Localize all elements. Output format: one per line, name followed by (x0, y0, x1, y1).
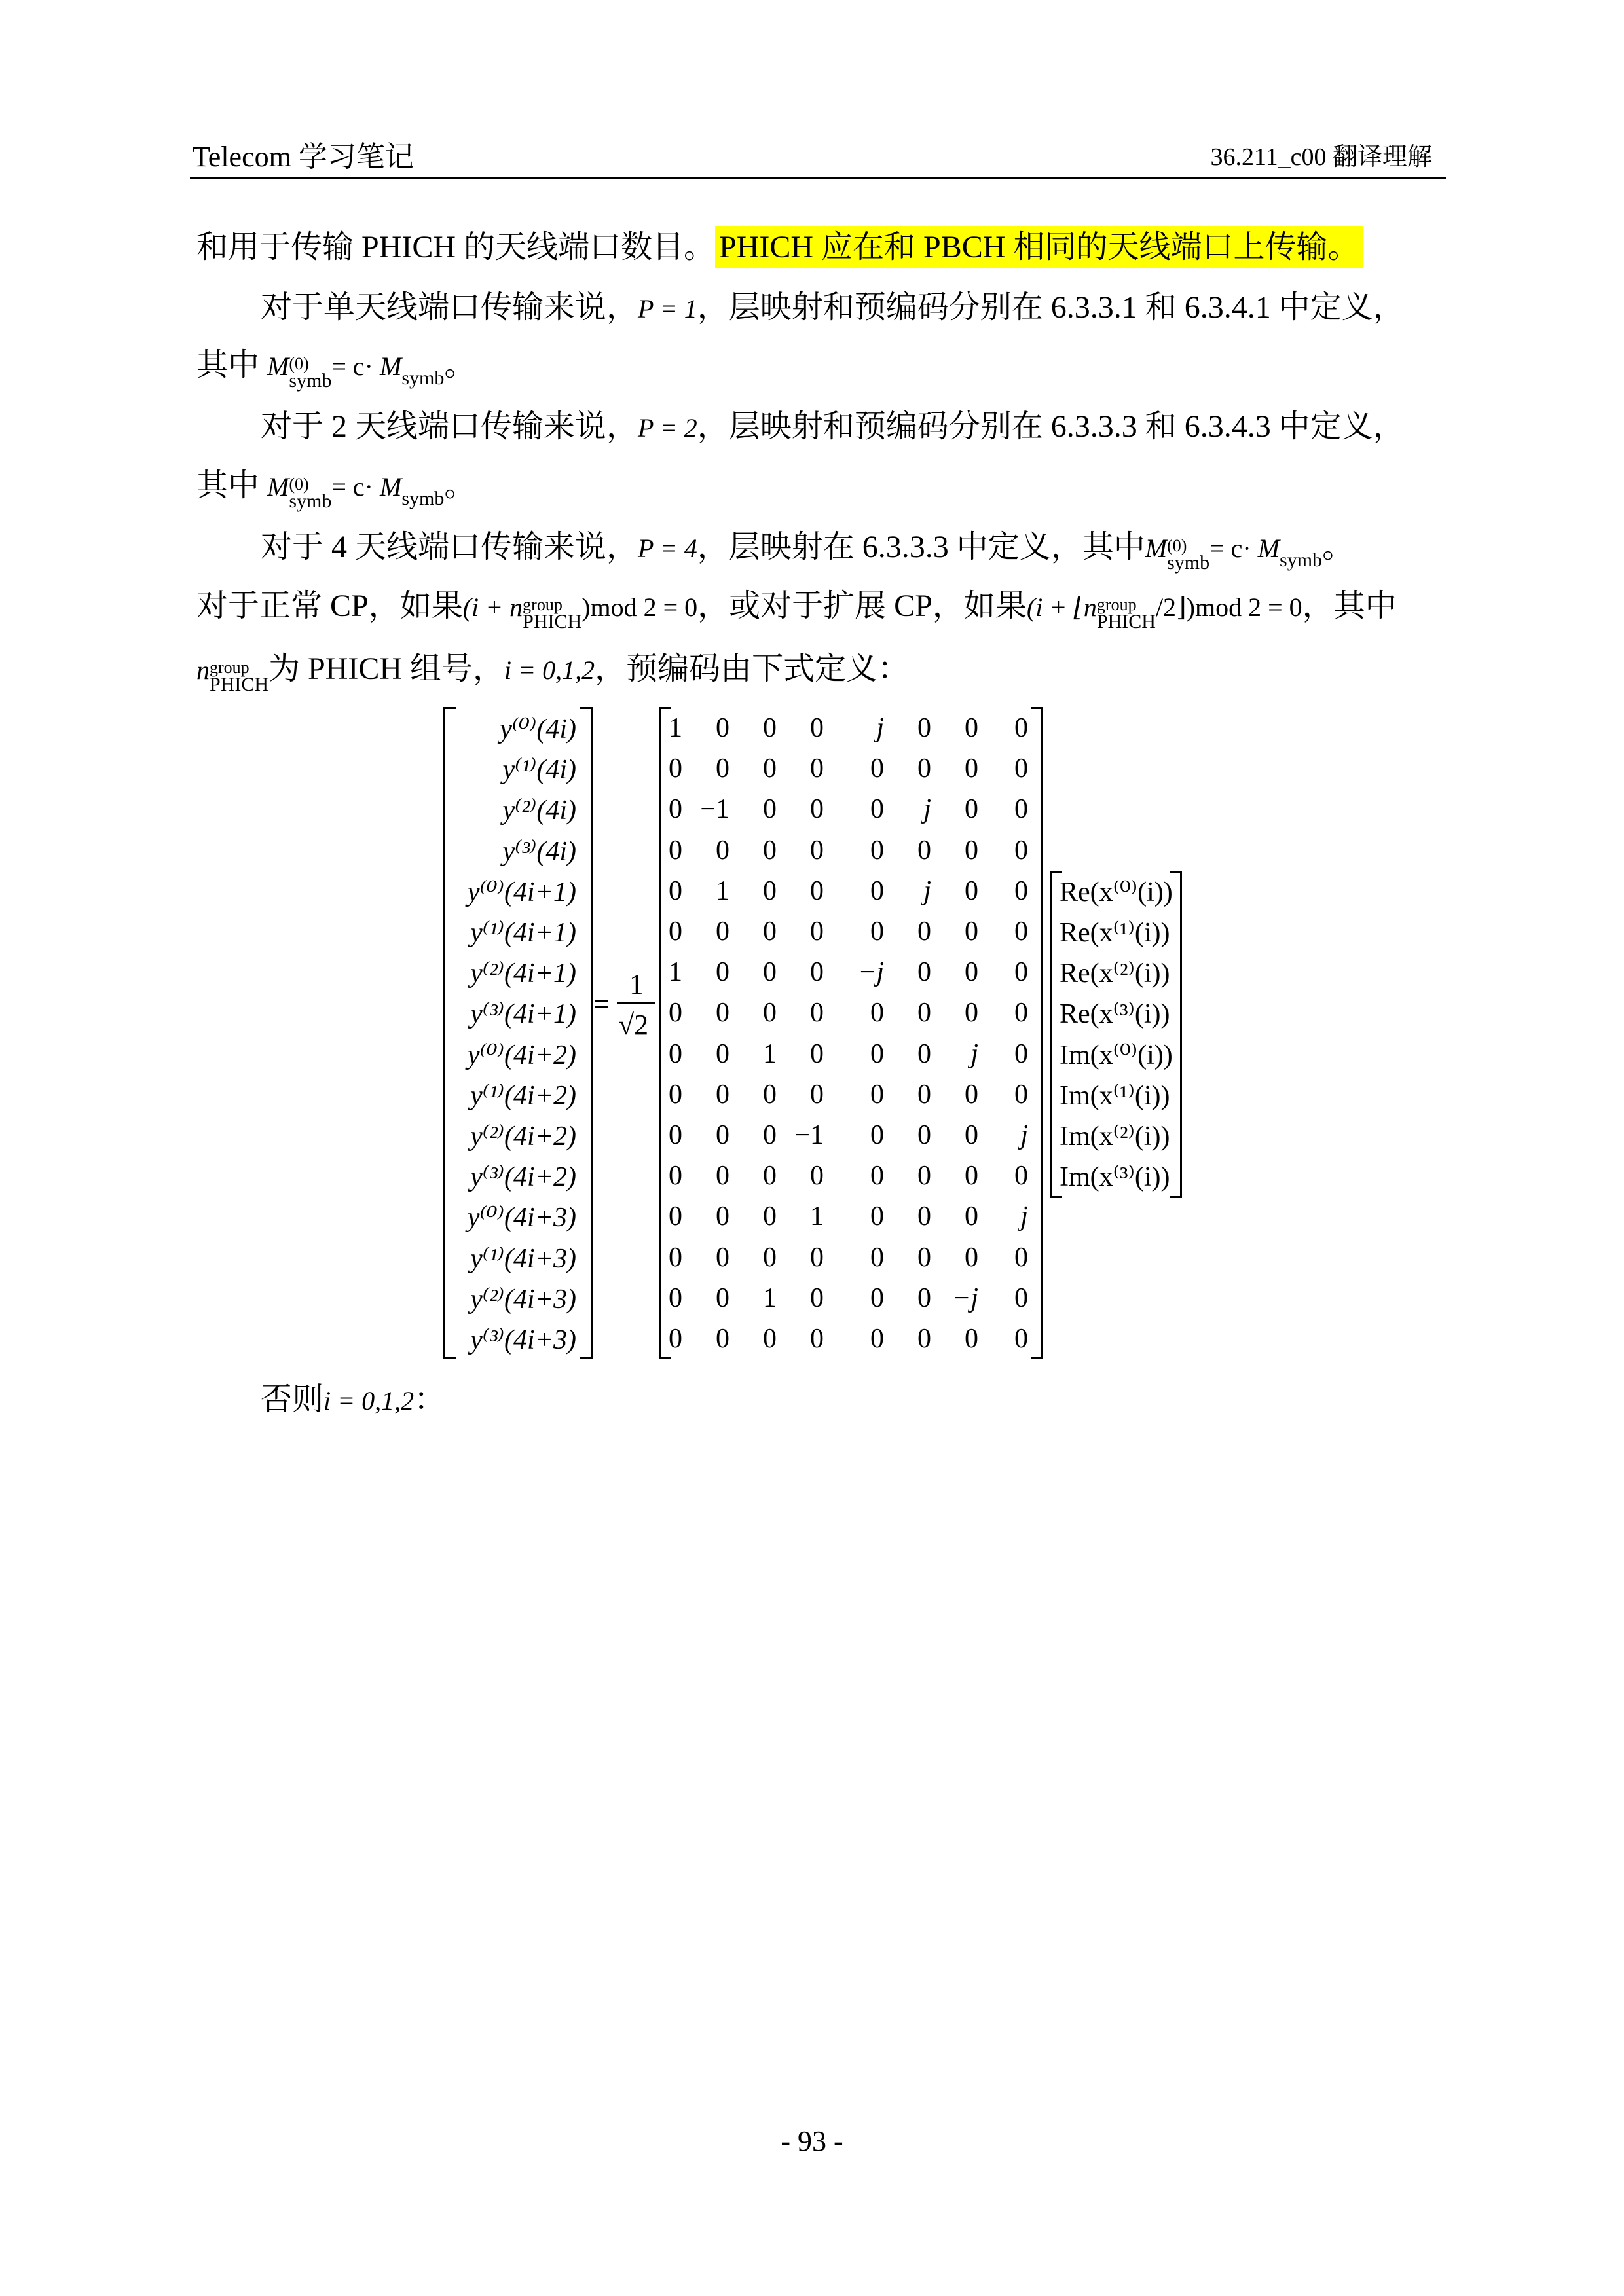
lhs-entry: y⁽²⁾(4i) (502, 795, 576, 826)
matrix-entry: −1 (794, 1120, 824, 1150)
otherwise-prefix: 否则 (261, 1382, 324, 1417)
matrix-entry: 0 (870, 1120, 884, 1150)
matrix-entry: 0 (669, 875, 682, 906)
matrix-entry: 0 (716, 754, 729, 784)
fraction-numerator: 1 (629, 968, 644, 1000)
matrix-entry: 0 (716, 917, 729, 947)
matrix-entry: 0 (870, 794, 884, 825)
matrix-entry: 0 (1014, 835, 1028, 866)
matrix-entry: 0 (810, 917, 824, 947)
matrix-entry: 0 (870, 835, 884, 866)
p-equals-1: P = 1 (638, 294, 697, 323)
matrix-entry: 0 (810, 998, 824, 1029)
lhs-entry: y⁽¹⁾(4i+1) (470, 918, 576, 948)
lhs-entry: y⁽³⁾(4i) (502, 836, 576, 867)
extended-cp-condition: (i + ⌊n group PHICH /2⌋)mod 2 = 0 (1026, 592, 1302, 632)
lhs-entry: y⁽⁰⁾(4i+1) (467, 877, 576, 907)
otherwise-i-range: i = 0,1,2 (323, 1386, 415, 1415)
matrix-entry: 0 (716, 1120, 729, 1150)
lhs-entry: y⁽⁰⁾(4i) (500, 714, 576, 744)
matrix-entry: 0 (917, 1038, 931, 1069)
matrix-entry: j (1020, 1201, 1028, 1232)
matrix-entry: 1 (763, 1038, 777, 1069)
matrix-entry: j (876, 713, 884, 743)
matrix-entry: 0 (669, 1324, 682, 1354)
paragraph-line-8 (196, 649, 1441, 693)
matrix-entry: 0 (1014, 917, 1028, 947)
matrix-entry: 0 (716, 1079, 729, 1110)
matrix-entry: −j (857, 957, 884, 988)
matrix-entry: 0 (669, 1201, 682, 1232)
matrix-entry: 0 (1014, 957, 1028, 988)
matrix-entry: 0 (917, 917, 931, 947)
rhs-entry: Im(x⁽²⁾(i)) (1060, 1121, 1170, 1152)
matrix-entry: 0 (1014, 1324, 1028, 1354)
matrix-entry: 0 (669, 1038, 682, 1069)
m-symb-formula-3: M (0) symb = $c\cdot M_{symb}$ (1145, 534, 1323, 574)
matrix-entry: 0 (1014, 1161, 1028, 1192)
lhs-entry: y⁽⁰⁾(4i+3) (467, 1203, 576, 1233)
matrix-entry: 0 (810, 1283, 824, 1313)
rhs-entry: Re(x⁽⁰⁾(i)) (1060, 877, 1173, 907)
line4-suffix: ，层映射和预编码分别在 6.3.3.3 和 6.3.4.3 中定义， (697, 409, 1405, 444)
matrix-entry: 0 (716, 1324, 729, 1354)
matrix-entry: 0 (870, 875, 884, 906)
matrix-entry: 0 (810, 754, 824, 784)
matrix-entry: 0 (870, 1079, 884, 1110)
matrix-entry: 0 (716, 1201, 729, 1232)
matrix-entry: 0 (763, 917, 777, 947)
matrix-entry: 0 (716, 835, 729, 866)
matrix-entry: 0 (716, 1283, 729, 1313)
matrix-entry: 0 (965, 1242, 978, 1273)
rhs-entry: Im(x⁽⁰⁾(i)) (1060, 1040, 1173, 1070)
lhs-entry: y⁽¹⁾(4i) (502, 755, 576, 786)
matrix-entry: 0 (810, 957, 824, 988)
matrix-entry: 0 (716, 1242, 729, 1273)
matrix-entry: 0 (870, 1161, 884, 1192)
matrix-entry: j (1020, 1120, 1028, 1150)
matrix-entry: 0 (763, 998, 777, 1029)
matrix-entry: 0 (1014, 875, 1028, 906)
matrix-entry: 0 (810, 1038, 824, 1069)
matrix-entry: 0 (763, 1201, 777, 1232)
equals-sign: = (593, 988, 610, 1020)
matrix-entry: 0 (917, 957, 931, 988)
matrix-entry: 0 (965, 713, 978, 743)
line6-end: 。 (1322, 530, 1354, 564)
rhs-entry: Im(x⁽¹⁾(i)) (1060, 1080, 1170, 1111)
paragraph-line-2 (261, 288, 1505, 329)
matrix-entry: 0 (1014, 754, 1028, 784)
matrix-entry: 0 (810, 875, 824, 906)
matrix-entry: 0 (669, 1079, 682, 1110)
matrix-entry: 0 (965, 917, 978, 947)
matrix-entry: 0 (870, 1038, 884, 1069)
matrix-entry: 0 (917, 1161, 931, 1192)
matrix-entry: 0 (917, 1324, 931, 1354)
paragraph-line-4 (261, 407, 1505, 448)
otherwise-line (261, 1380, 1505, 1421)
matrix-entry: 0 (917, 1120, 931, 1150)
matrix-entry: j (923, 875, 931, 906)
matrix-entry: 0 (669, 835, 682, 866)
line8-b: ，预编码由下式定义： (595, 651, 910, 686)
matrix-entry: 0 (870, 1242, 884, 1273)
matrix-entry: 0 (917, 1242, 931, 1273)
matrix-entry: 0 (763, 1120, 777, 1150)
matrix-entry: 0 (810, 713, 824, 743)
page-number: - 93 - (781, 2125, 843, 2157)
matrix-entry: 0 (965, 998, 978, 1029)
header-rule (190, 177, 1446, 179)
matrix-entry: 0 (763, 1324, 777, 1354)
matrix-entry: 0 (669, 794, 682, 825)
rhs-entry: Im(x⁽³⁾(i)) (1060, 1162, 1170, 1193)
matrix-entry: 0 (716, 957, 729, 988)
line7-c: ，其中 (1302, 589, 1397, 623)
otherwise-end: ： (414, 1382, 446, 1417)
matrix-entry: 0 (810, 1161, 824, 1192)
matrix-entry: 0 (965, 754, 978, 784)
line3-prefix: 其中 (196, 348, 260, 382)
matrix-entry: 0 (1014, 998, 1028, 1029)
normal-cp-condition: (i + n group PHICH )mod 2 = 0 (462, 592, 698, 632)
line6-mid: ，层映射在 6.3.3.3 中定义，其中 (697, 530, 1145, 564)
paragraph-line-5 (196, 466, 1441, 519)
matrix-entry: 0 (870, 754, 884, 784)
line2-prefix: 对于单天线端口传输来说， (261, 290, 638, 325)
matrix-entry: 1 (763, 1283, 777, 1313)
matrix-entry: 0 (716, 1161, 729, 1192)
lhs-entry: y⁽³⁾(4i+2) (470, 1162, 576, 1193)
rhs-entry: Re(x⁽²⁾(i)) (1060, 958, 1170, 989)
matrix-entry: 0 (763, 754, 777, 784)
lhs-entry: y⁽⁰⁾(4i+2) (467, 1040, 576, 1070)
matrix-entry: 0 (870, 917, 884, 947)
lhs-entry: y⁽²⁾(4i+1) (470, 958, 576, 989)
rhs-left-bracket (1050, 871, 1062, 1198)
paragraph-line-1 (196, 228, 1441, 267)
matrix-entry: 0 (810, 1242, 824, 1273)
line8-a: 为 PHICH 组号， (268, 651, 505, 686)
lhs-entry: y⁽³⁾(4i+1) (470, 999, 576, 1030)
m-symb-formula-1: M (0) symb = $c\cdot M_{symb}$ (267, 352, 445, 392)
line7-a: 对于正常 CP，如果 (196, 589, 463, 623)
lhs-entry: y⁽²⁾(4i+3) (470, 1284, 576, 1315)
line1-text: 和用于传输 PHICH 的天线端口数目。 (196, 230, 716, 264)
n-phich-group-symbol: n group PHICH (196, 655, 269, 695)
matrix-right-bracket (1031, 707, 1043, 1359)
matrix-entry: 0 (763, 957, 777, 988)
matrix-entry: 0 (1014, 1038, 1028, 1069)
matrix-entry: 0 (669, 917, 682, 947)
matrix-entry: 0 (917, 835, 931, 866)
line2-suffix: ，层映射和预编码分别在 6.3.3.1 和 6.3.4.1 中定义， (697, 290, 1405, 325)
matrix-entry: 0 (917, 754, 931, 784)
running-header-title: Telecom 学习笔记 (193, 141, 414, 173)
line5-prefix: 其中 (196, 468, 260, 503)
matrix-entry: 0 (763, 835, 777, 866)
matrix-entry: 0 (763, 794, 777, 825)
matrix-entry: j (970, 1038, 978, 1069)
matrix-entry: 0 (965, 1161, 978, 1192)
paragraph-line-3 (196, 346, 1441, 398)
lhs-left-bracket (443, 707, 456, 1359)
matrix-entry: 0 (917, 1201, 931, 1232)
matrix-entry: 0 (810, 835, 824, 866)
matrix-entry: 0 (965, 835, 978, 866)
matrix-entry: 1 (716, 875, 729, 906)
matrix-entry: 0 (669, 1120, 682, 1150)
highlighted-sentence: PHICH 应在和 PBCH 相同的天线端口上传输。 (715, 226, 1363, 268)
lhs-entry: y⁽¹⁾(4i+2) (470, 1080, 576, 1111)
matrix-entry: 0 (965, 1201, 978, 1232)
matrix-entry: 0 (669, 1242, 682, 1273)
matrix-left-bracket (659, 707, 671, 1359)
matrix-entry: 0 (716, 713, 729, 743)
matrix-entry: 0 (763, 1079, 777, 1110)
paragraph-line-7 (196, 587, 1441, 630)
p-equals-2: P = 2 (638, 413, 697, 443)
running-header-docref: 36.211_c00 翻译理解 (1210, 143, 1432, 171)
matrix-entry: 0 (870, 998, 884, 1029)
matrix-entry: 0 (870, 1201, 884, 1232)
rhs-entry: Re(x⁽³⁾(i)) (1060, 999, 1170, 1030)
fraction-bar (617, 1002, 655, 1004)
rhs-entry: Re(x⁽¹⁾(i)) (1060, 918, 1170, 948)
matrix-entry: 0 (1014, 1242, 1028, 1273)
matrix-entry: 0 (669, 754, 682, 784)
matrix-entry: 0 (810, 1324, 824, 1354)
matrix-entry: 0 (716, 998, 729, 1029)
lhs-entry: y⁽¹⁾(4i+3) (470, 1243, 576, 1274)
fraction-denominator: √2 (618, 1009, 649, 1041)
matrix-entry: 0 (917, 1283, 931, 1313)
m-symb-formula-2: M (0) symb = $c\cdot M_{symb}$ (267, 472, 445, 512)
lhs-entry: y⁽³⁾(4i+3) (470, 1325, 576, 1355)
matrix-entry: 0 (763, 1161, 777, 1192)
matrix-entry: 0 (870, 1324, 884, 1354)
line7-b: ，或对于扩展 CP，如果 (697, 589, 1027, 623)
matrix-entry: 0 (917, 1079, 931, 1110)
p-equals-4: P = 4 (638, 534, 697, 563)
matrix-entry: 0 (810, 794, 824, 825)
matrix-entry: 1 (669, 957, 682, 988)
paragraph-line-6 (261, 528, 1505, 580)
matrix-entry: 0 (763, 1242, 777, 1273)
i-range: i = 0,1,2 (504, 655, 595, 685)
matrix-entry: 0 (917, 713, 931, 743)
matrix-entry: 0 (763, 713, 777, 743)
matrix-entry: 0 (669, 1161, 682, 1192)
line4-prefix: 对于 2 天线端口传输来说， (261, 409, 638, 444)
matrix-entry: 0 (965, 1079, 978, 1110)
matrix-entry: 1 (810, 1201, 824, 1232)
line6-prefix: 对于 4 天线端口传输来说， (261, 530, 638, 564)
matrix-entry: 0 (669, 998, 682, 1029)
matrix-entry: j (923, 794, 931, 825)
matrix-entry: 1 (669, 713, 682, 743)
line5-end: 。 (444, 468, 476, 503)
matrix-entry: −j (951, 1283, 978, 1313)
matrix-entry: 0 (965, 957, 978, 988)
rhs-right-bracket (1170, 871, 1182, 1198)
matrix-entry: 0 (917, 998, 931, 1029)
lhs-right-bracket (580, 707, 593, 1359)
matrix-entry: 0 (716, 1038, 729, 1069)
matrix-entry: 0 (1014, 1079, 1028, 1110)
lhs-entry: y⁽²⁾(4i+2) (470, 1121, 576, 1152)
matrix-entry: −1 (700, 794, 729, 825)
matrix-entry: 0 (870, 1283, 884, 1313)
matrix-entry: 0 (1014, 1283, 1028, 1313)
matrix-entry: 0 (810, 1079, 824, 1110)
matrix-entry: 0 (965, 875, 978, 906)
matrix-entry: 0 (669, 1283, 682, 1313)
matrix-entry: 0 (1014, 713, 1028, 743)
line3-end: 。 (444, 348, 476, 382)
matrix-entry: 0 (965, 794, 978, 825)
matrix-entry: 0 (1014, 794, 1028, 825)
matrix-entry: 0 (965, 1120, 978, 1150)
matrix-entry: 0 (763, 875, 777, 906)
matrix-entry: 0 (965, 1324, 978, 1354)
